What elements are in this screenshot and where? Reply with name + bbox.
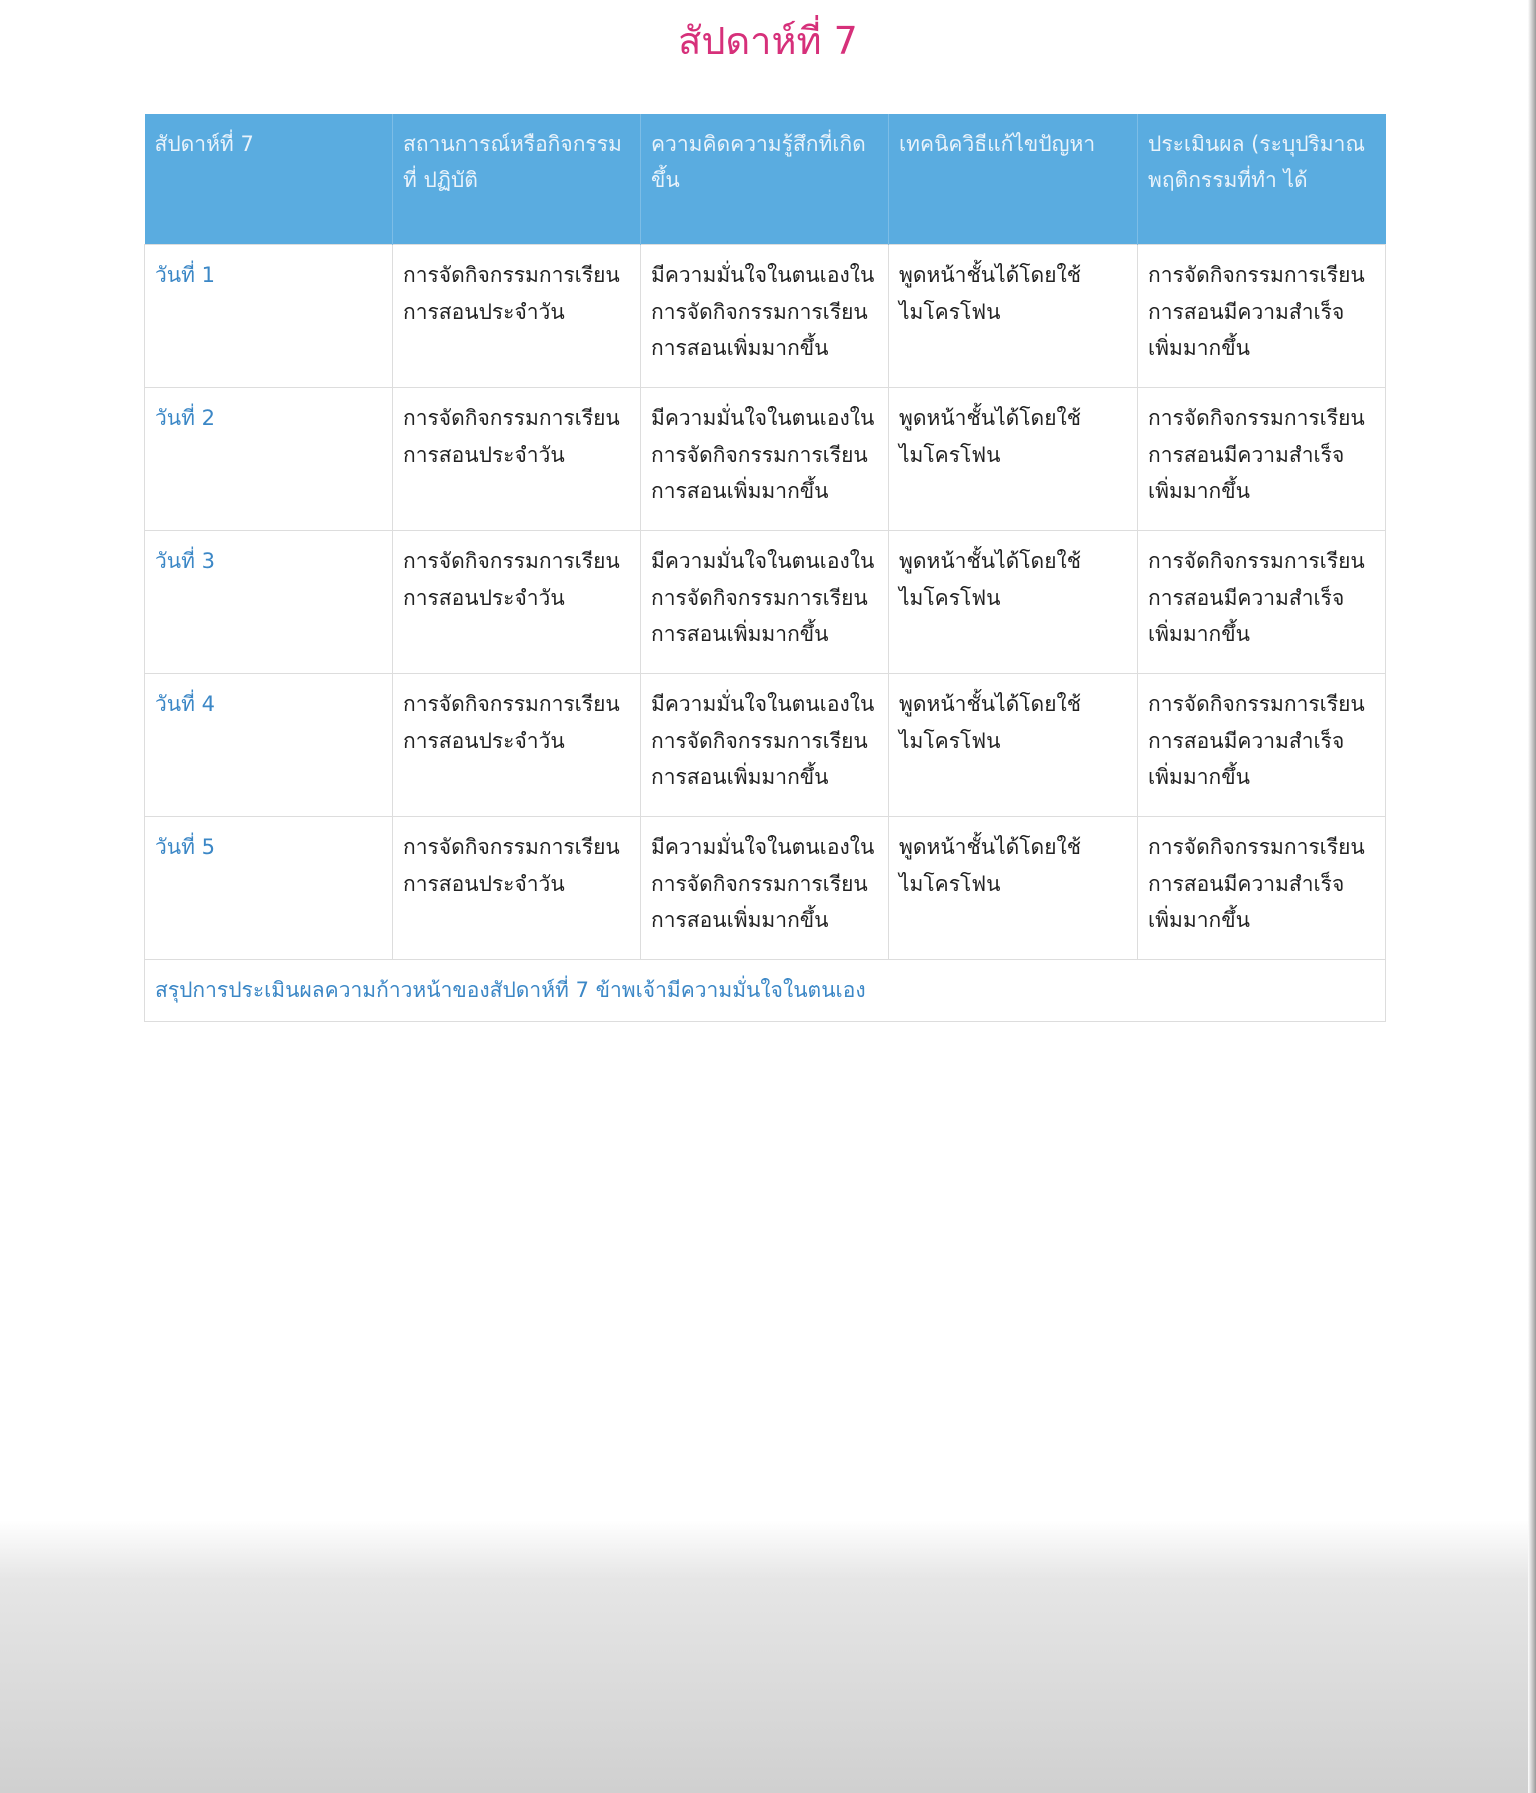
- evaluation-cell: การจัดกิจกรรมการเรียนการสอนมีความสำเร็จเพิ่มมากขึ้น: [1138, 388, 1386, 531]
- feeling-cell: มีความมั่นใจในตนเองในการจัดกิจกรรมการเรียนการสอนเพิ่มมากขึ้น: [641, 674, 889, 817]
- technique-cell: พูดหน้าชั้นได้โดยใช้ไมโครโฟน: [889, 674, 1138, 817]
- feeling-cell: มีความมั่นใจในตนเองในการจัดกิจกรรมการเรียนการสอนเพิ่มมากขึ้น: [641, 388, 889, 531]
- day-cell: วันที่ 1: [145, 245, 393, 388]
- technique-cell: พูดหน้าชั้นได้โดยใช้ไมโครโฟน: [889, 531, 1138, 674]
- day-cell: วันที่ 4: [145, 674, 393, 817]
- activity-cell: การจัดกิจกรรมการเรียนการสอนประจำวัน: [393, 388, 641, 531]
- evaluation-cell: การจัดกิจกรรมการเรียนการสอนมีความสำเร็จเพิ่มมากขึ้น: [1138, 531, 1386, 674]
- activity-cell: การจัดกิจกรรมการเรียนการสอนประจำวัน: [393, 817, 641, 960]
- header-activity: สถานการณ์หรือกิจกรรมที่ ปฏิบัติ: [393, 114, 641, 245]
- evaluation-cell: การจัดกิจกรรมการเรียนการสอนมีความสำเร็จเพิ่มมากขึ้น: [1138, 674, 1386, 817]
- day-cell: วันที่ 3: [145, 531, 393, 674]
- window-edge: [1528, 0, 1536, 1793]
- summary-row: [145, 960, 1386, 1022]
- technique-cell: พูดหน้าชั้นได้โดยใช้ไมโครโฟน: [889, 388, 1138, 531]
- table-row: [145, 531, 1386, 674]
- technique-cell: พูดหน้าชั้นได้โดยใช้ไมโครโฟน: [889, 245, 1138, 388]
- summary-text: สรุปการประเมินผลความก้าวหน้าของสัปดาห์ที่ 7 ข้าพเจ้ามีความมั่นใจในตนเอง: [145, 960, 1386, 1022]
- activity-cell: การจัดกิจกรรมการเรียนการสอนประจำวัน: [393, 674, 641, 817]
- table-row: [145, 245, 1386, 388]
- activity-cell: การจัดกิจกรรมการเรียนการสอนประจำวัน: [393, 245, 641, 388]
- header-feeling: ความคิดความรู้สึกที่เกิดขึ้น: [641, 114, 889, 245]
- header-evaluation: ประเมินผล (ระบุปริมาณ พฤติกรรมที่ทำ ได้: [1138, 114, 1386, 245]
- table-header-row: [145, 114, 1386, 245]
- evaluation-cell: การจัดกิจกรรมการเรียนการสอนมีความสำเร็จเพิ่มมากขึ้น: [1138, 245, 1386, 388]
- weekly-log-table: [144, 114, 1386, 1022]
- day-cell: วันที่ 5: [145, 817, 393, 960]
- activity-cell: การจัดกิจกรรมการเรียนการสอนประจำวัน: [393, 531, 641, 674]
- technique-cell: พูดหน้าชั้นได้โดยใช้ไมโครโฟน: [889, 817, 1138, 960]
- page-title: สัปดาห์ที่ 7: [678, 19, 858, 63]
- feeling-cell: มีความมั่นใจในตนเองในการจัดกิจกรรมการเรียนการสอนเพิ่มมากขึ้น: [641, 531, 889, 674]
- feeling-cell: มีความมั่นใจในตนเองในการจัดกิจกรรมการเรียนการสอนเพิ่มมากขึ้น: [641, 245, 889, 388]
- day-cell: วันที่ 2: [145, 388, 393, 531]
- evaluation-cell: การจัดกิจกรรมการเรียนการสอนมีความสำเร็จเพิ่มมากขึ้น: [1138, 817, 1386, 960]
- header-technique: เทคนิควิธีแก้ไขปัญหา: [889, 114, 1138, 245]
- table-row: [145, 817, 1386, 960]
- feeling-cell: มีความมั่นใจในตนเองในการจัดกิจกรรมการเรียนการสอนเพิ่มมากขึ้น: [641, 817, 889, 960]
- table-row: [145, 388, 1386, 531]
- table-row: [145, 674, 1386, 817]
- header-week: สัปดาห์ที่ 7: [145, 114, 393, 245]
